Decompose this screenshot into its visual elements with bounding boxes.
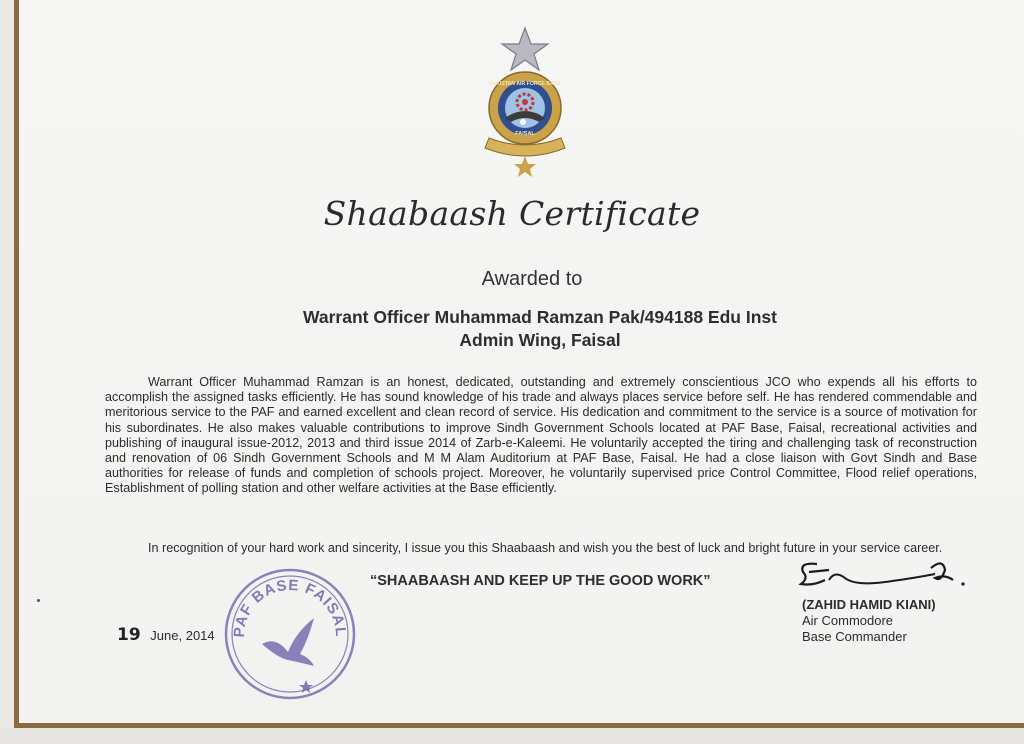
stamp-text: PAF BASE FAISAL — [230, 576, 350, 638]
signatory-title: Base Commander — [802, 629, 907, 644]
emblem-top-star-icon — [502, 28, 548, 70]
border-left — [14, 0, 19, 728]
emblem-top-text: PAKISTAN AIR FORCE BASE — [489, 81, 561, 87]
certificate-title: Shaabaash Certificate — [323, 194, 701, 233]
motto: “SHAABAASH AND KEEP UP THE GOOD WORK” — [370, 573, 711, 589]
signatory-name: (ZAHID HAMID KIANI) — [802, 597, 936, 612]
ink-speck — [37, 599, 40, 602]
date-month-year: June, 2014 — [150, 628, 215, 643]
stamp-eagle-icon — [262, 618, 314, 666]
issue-date — [117, 625, 215, 645]
paf-base-stamp — [222, 562, 358, 702]
paf-base-emblem — [475, 26, 575, 181]
awarded-label: Awarded to — [481, 268, 583, 290]
recipient-line-1: Warrant Officer Muhammad Ramzan Pak/494188 Edu Inst — [303, 307, 777, 327]
bottom-margin — [0, 728, 1024, 744]
signature — [795, 556, 975, 601]
recognition-paragraph: In recognition of your hard work and sincerity, I issue you this Shaabaash and wish you the best of luck and bright future in your service career. — [148, 541, 943, 555]
date-day: 19 — [117, 625, 141, 645]
citation-paragraph: Warrant Officer Muhammad Ramzan is an honest, dedicated, outstanding and extremely conscientious JCO who expends all his efforts to accomplish the assigned tasks efficiently. He has sound knowledge of his trade and always places service before self. He has rendered commendable and meritorious service to the PAF and earned excellent and clean record of service. His dedication and commitment to the service is a source of motivation for his subordinates. He also makes valuable contributions to improve Sindh Government Schools located at PAF Base, Faisal, recreational activities and publishing of inaugural issue-2012, 2013 and third issue 2014 of Zarb-e-Kaleemi. He voluntarily accepted the tiring and challenging task of reconstruction and renovation of 06 Sindh Government Schools and M M Alam Auditorium at PAF Base, Faisal. He had a close liaison with Govt Sindh and Base authorities for release of funds and completion of schools project. Moreover, he voluntarily supervised price Control Committee, Flood relief operations, Establishment of polling station and other welfare activities at the Base efficiently. — [105, 375, 977, 496]
signatory-block — [802, 597, 936, 645]
signatory-rank: Air Commodore — [802, 613, 894, 628]
emblem-bottom-star-icon — [514, 156, 536, 177]
recipient-line-2: Admin Wing, Faisal — [459, 330, 621, 350]
emblem-bottom-text: FAISAL — [515, 131, 535, 137]
left-margin — [0, 0, 14, 728]
